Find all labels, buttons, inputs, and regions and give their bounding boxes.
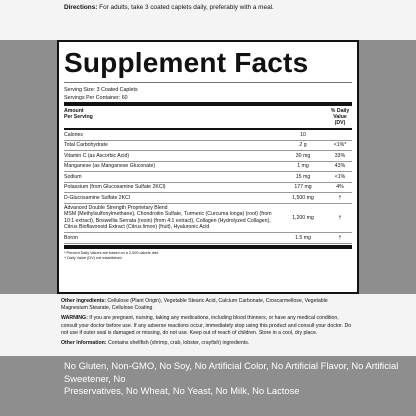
nutrient-amount: 10 <box>300 131 306 138</box>
table-row <box>64 141 352 152</box>
nutrient-name: Boron <box>64 234 78 241</box>
table-row <box>64 162 352 173</box>
nutrient-dv: <1%* <box>333 142 347 148</box>
blend-dv: † <box>338 214 342 221</box>
nutrient-amount: 1,500 mg <box>292 194 314 201</box>
label-info <box>57 296 359 356</box>
warning: WARNING: If you are pregnant, nursing, taking any medications, including blood thinners, or have any medical condition, consult your doctor before use. If any adverse reactions occur, immediately stop using this product and consult your doctor. Do not use if outer seal is damaged or missing, do not use. Keep out of reach of children. Store in a cool, dry place. <box>61 315 352 336</box>
nutrient-name: D-Glucosamine Sulfate 2KCl <box>64 194 131 201</box>
amount-header: Amount Per Serving <box>64 108 93 120</box>
nutrient-name: Calories <box>64 131 84 138</box>
nutrient-amount: 177 mg <box>294 184 312 190</box>
proprietary-blend-row <box>64 204 352 234</box>
footnote-not-established: † Daily Value (DV) not established. <box>64 255 123 260</box>
blend-text <box>64 205 278 231</box>
dv-header: % Daily Value (DV) <box>330 108 350 126</box>
nutrient-amount: 30 mg <box>295 152 311 159</box>
nutrient-amount: 15 mg <box>295 173 311 180</box>
claims-line-2: Preservatives, No Wheat, No Yeast, No Milk, No Lactose <box>64 385 300 396</box>
blend-ingredients: MSM (Methylsulfonylmethane), Chondroitin Sulfate, Turmeric (Curcuma longa) (root) (from 10:1 extract), Boswellia Serrata (resin) (from 4:1 extract), Collagen (Hydrolyzed Collagen), Citrus Bioflavonoid Extract (Citrus limon) (fruit), Hyaluronic Acid <box>64 211 272 231</box>
claims-line-1: No Gluten, Non-GMO, No Soy, No Artificial Color, No Artificial Flavor, No Artificial Sweetener, No <box>64 360 399 384</box>
nutrient-dv: † <box>338 194 342 201</box>
table-row <box>64 193 352 204</box>
nutrient-amount: 2 g <box>299 142 307 148</box>
nutrient-dv <box>328 132 352 139</box>
serving-size: Serving Size: 3 Coated Caplets <box>64 87 138 93</box>
nutrient-name: Vitamin C (as Ascorbic Acid) <box>64 152 130 159</box>
nutrient-dv: † <box>338 234 342 241</box>
supplement-facts-panel <box>57 40 359 294</box>
panel-title: Supplement Facts <box>64 47 309 78</box>
nutrient-dv: 33% <box>334 152 346 159</box>
nutrient-amount: 1.5 mg <box>295 234 311 241</box>
table-row <box>64 183 352 194</box>
table-row <box>64 130 352 141</box>
blend-amount: 1,200 mg <box>292 214 314 221</box>
directions-text <box>0 0 416 40</box>
table-row <box>64 233 352 244</box>
directions-body: For adults, take 3 coated caplets daily, preferably with a meal. <box>97 4 274 11</box>
footnotes <box>64 249 352 261</box>
nutrient-dv: 4% <box>336 184 344 190</box>
nutrient-dv: <1% <box>334 173 346 180</box>
footnote-dv: * Percent Daily Values are based on a 2,000 calorie diet. <box>64 250 159 255</box>
servings-per-container: Servings Per Container: 60 <box>64 95 128 101</box>
nutrient-name: Sodium <box>64 173 82 180</box>
nutrient-name: Manganese (as Manganese Gluconate) <box>64 163 156 169</box>
other-ingredients: Other ingredients: Cellulose (Plant Origin), Vegetable Stearic Acid, Calcium Carbonate, Croscarmellose, Vegetable Magnesium Stearate, Cellulose Coating <box>61 298 328 312</box>
free-from-claims <box>0 356 416 416</box>
serving-info <box>64 83 352 102</box>
nutrient-name: Total Carbohydrate <box>64 142 108 148</box>
table-row <box>64 151 352 162</box>
column-header <box>64 106 352 128</box>
directions-label: Directions: <box>64 4 98 11</box>
other-information: Other Information: Contains shellfish (shrimp, crab, lobster, crayfish) ingredients. <box>61 340 250 347</box>
nutrient-amount: 1 mg <box>297 163 309 169</box>
nutrient-name: Potassium (from Glucosamine Sulfate 2KCl) <box>64 184 166 190</box>
table-row <box>64 172 352 183</box>
nutrient-dv: 43% <box>334 163 346 169</box>
blend-name: Advanced Double Strength Proprietary Blend <box>64 205 168 211</box>
